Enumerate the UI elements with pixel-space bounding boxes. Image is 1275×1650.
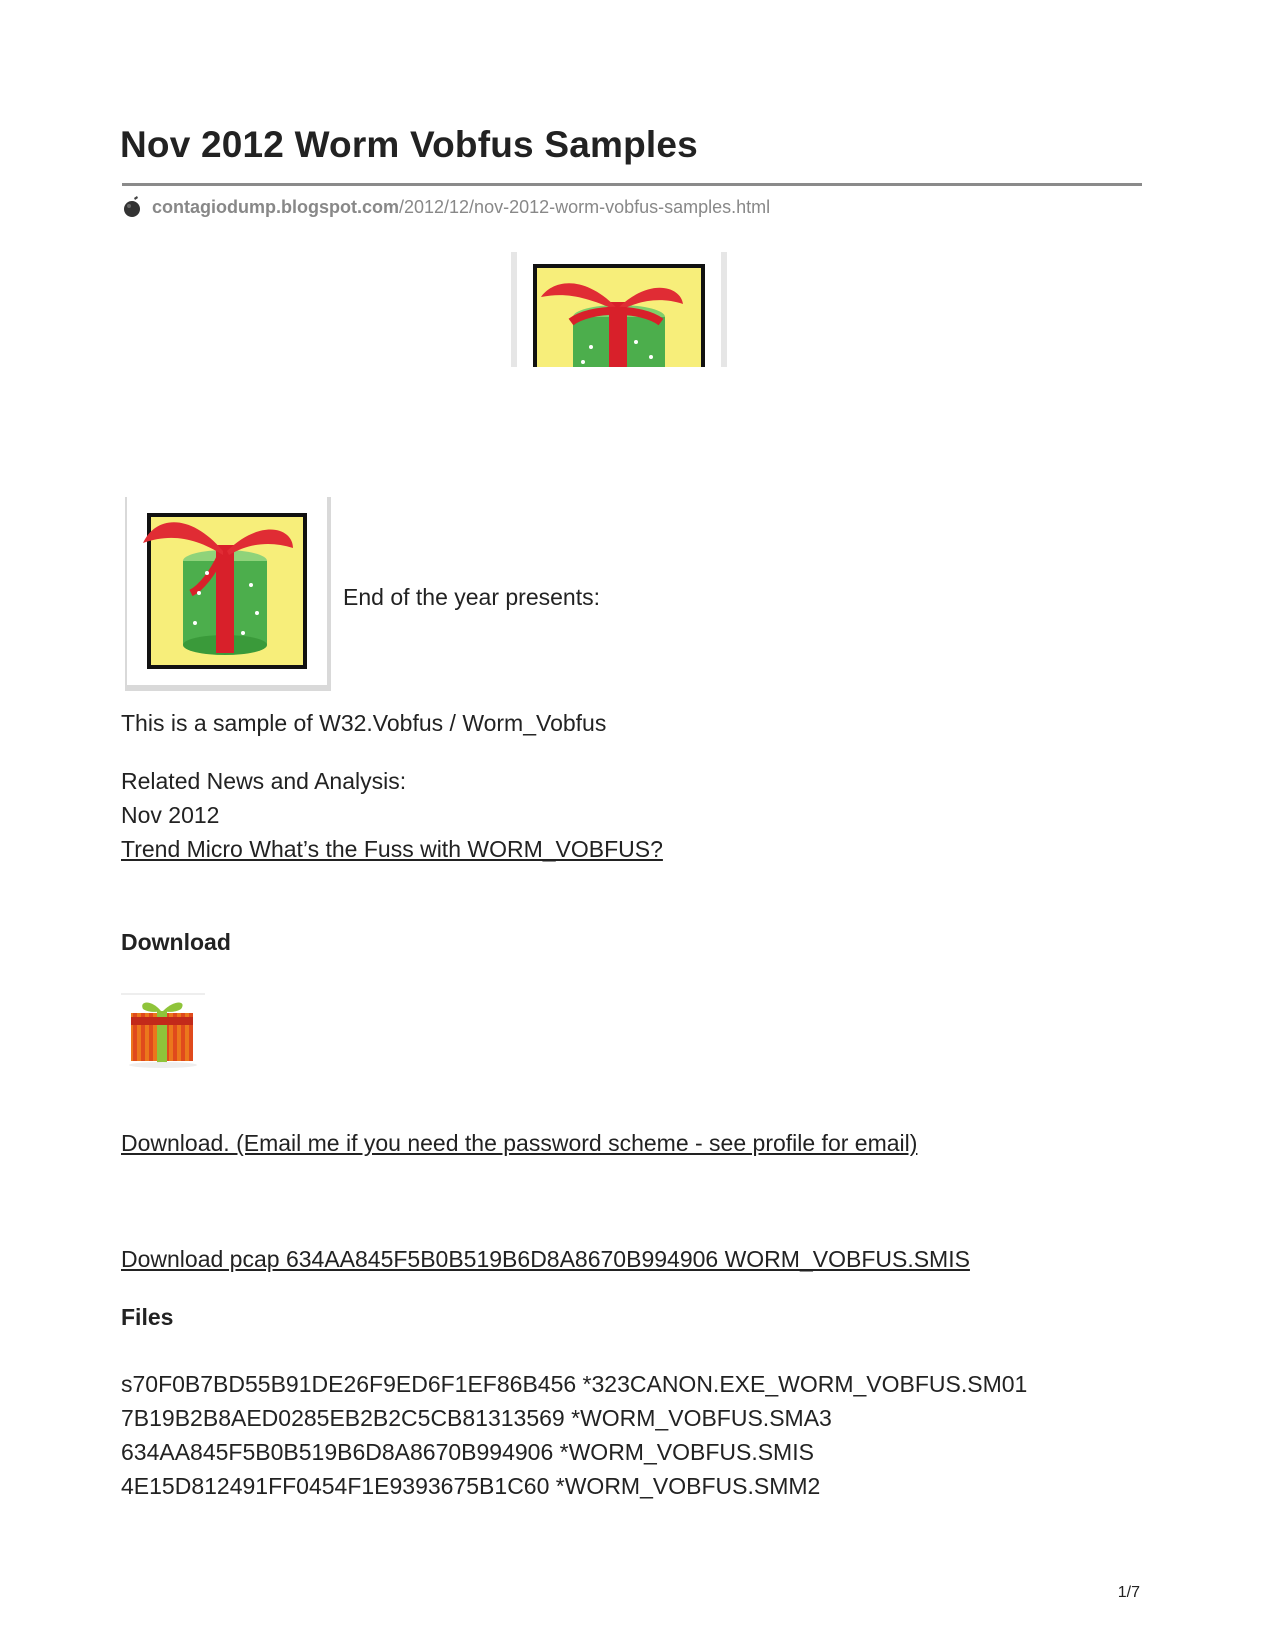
sample-text: This is a sample of W32.Vobfus / Worm_Vobfus: [121, 710, 607, 736]
related-date: Nov 2012: [121, 802, 220, 828]
file-hash-line: 634AA845F5B0B519B6D8A8670B994906 *WORM_VOBFUS.SMIS: [121, 1439, 814, 1465]
page-title: Nov 2012 Worm Vobfus Samples: [120, 124, 698, 165]
file-hash-line: 4E15D812491FF0454F1E9393675B1C60 *WORM_VOBFUS.SMM2: [121, 1473, 821, 1499]
files-list: [121, 1367, 1027, 1503]
gift-image-top: [511, 252, 727, 367]
gift-icon: [121, 493, 333, 693]
trend-micro-link[interactable]: Trend Micro What’s the Fuss with WORM_VOBFUS?: [121, 836, 663, 862]
download-pcap-link[interactable]: Download pcap 634AA845F5B0B519B6D8A8670B994906 WORM_VOBFUS.SMIS: [121, 1246, 970, 1272]
files-heading: Files: [121, 1304, 174, 1330]
file-hash-line: s70F0B7BD55B91DE26F9ED6F1EF86B456 *323CANON.EXE_WORM_VOBFUS.SM01: [121, 1371, 1028, 1397]
related-heading: Related News and Analysis:: [121, 768, 407, 794]
title-divider: [122, 183, 1142, 186]
gift-icon: [511, 252, 727, 367]
download-link[interactable]: Download. (Email me if you need the password scheme - see profile for email): [121, 1130, 918, 1156]
download-heading: Download: [121, 929, 231, 955]
download-gift-image[interactable]: [121, 993, 205, 1069]
source-path: /2012/12/nov-2012-worm-vobfus-samples.html: [398, 196, 771, 217]
source-url[interactable]: [122, 196, 770, 218]
gift-image-framed: [121, 493, 333, 693]
file-hash-line: 7B19B2B8AED0285EB2B2C5CB81313569 *WORM_VOBFUS.SMA3: [121, 1405, 832, 1431]
source-domain: contagiodump.blogspot.com: [152, 196, 399, 217]
source-bomb-icon: [122, 196, 144, 218]
red-gift-box-icon: [121, 993, 205, 1069]
page-number: 1/7: [1117, 1584, 1140, 1601]
presents-text: End of the year presents:: [343, 584, 600, 610]
